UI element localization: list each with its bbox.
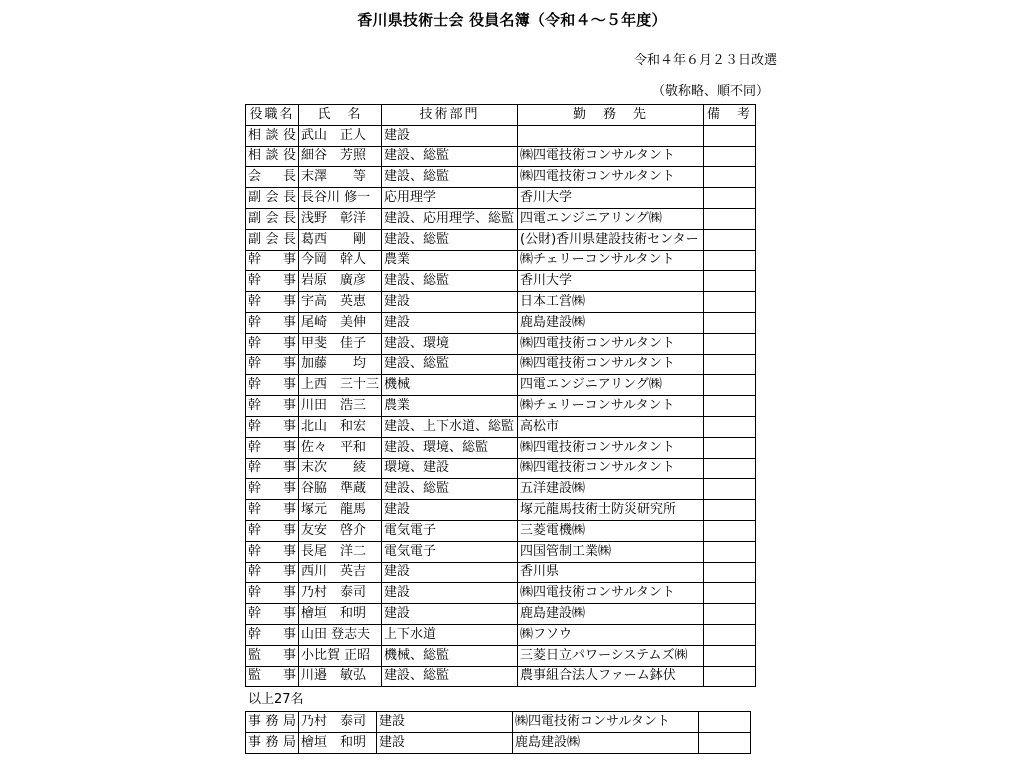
name-cell: 北山 和宏: [299, 416, 382, 437]
table-row: [246, 666, 756, 687]
remarks-cell: [704, 458, 756, 479]
role-cell: 幹事: [246, 271, 299, 292]
table-row: [246, 188, 756, 209]
table-row: [246, 520, 756, 541]
secretariat-table-body: [246, 712, 751, 754]
name-cell: 葛西 剛: [299, 229, 382, 250]
remarks-cell: [704, 645, 756, 666]
table-row: [246, 375, 756, 396]
table-row: [246, 624, 756, 645]
role-cell: 副会長: [246, 229, 299, 250]
role-cell: 監事: [246, 666, 299, 687]
table-row: [246, 271, 756, 292]
honorifics-note: （敬称略、順不同）: [651, 84, 769, 99]
dept-cell: 建設、総監: [382, 479, 518, 500]
name-cell: 小比賀 正昭: [299, 645, 382, 666]
table-row: [246, 333, 756, 354]
workplace-cell: ㈱四電技術コンサルタント: [518, 458, 704, 479]
workplace-cell: 四電エンジニアリング㈱: [518, 375, 704, 396]
dept-cell: 建設、応用理学、総監: [382, 208, 518, 229]
workplace-cell: 鹿島建設㈱: [513, 732, 699, 753]
table-row: [246, 604, 756, 625]
remarks-cell: [704, 271, 756, 292]
dept-cell: 建設、環境、総監: [382, 437, 518, 458]
workplace-cell: 三菱電機㈱: [518, 520, 704, 541]
workplace-cell: 四国管制工業㈱: [518, 541, 704, 562]
workplace-cell: ㈱四電技術コンサルタント: [518, 167, 704, 188]
member-count: 以上27名: [248, 692, 304, 707]
remarks-cell: [704, 229, 756, 250]
role-cell: 幹事: [246, 292, 299, 313]
name-cell: 塚元 龍馬: [299, 500, 382, 521]
role-cell: 幹事: [246, 354, 299, 375]
table-row: [246, 312, 756, 333]
workplace-cell: 三菱日立パワーシステムズ㈱: [518, 645, 704, 666]
role-cell: 幹事: [246, 437, 299, 458]
name-cell: 乃村 泰司: [299, 712, 377, 733]
name-cell: 川田 浩三: [299, 396, 382, 417]
dept-cell: 建設、上下水道、総監: [382, 416, 518, 437]
remarks-cell: [704, 208, 756, 229]
name-cell: 武山 正人: [299, 125, 382, 146]
table-row: [246, 208, 756, 229]
role-cell: 幹事: [246, 583, 299, 604]
role-cell: 幹事: [246, 500, 299, 521]
table-row: [246, 229, 756, 250]
workplace-cell: 高松市: [518, 416, 704, 437]
dept-cell: 上下水道: [382, 624, 518, 645]
remarks-cell: [704, 333, 756, 354]
remarks-cell: [704, 354, 756, 375]
name-cell: 長尾 洋二: [299, 541, 382, 562]
role-cell: 幹事: [246, 604, 299, 625]
dept-cell: 建設: [382, 500, 518, 521]
table-header-row: [246, 105, 756, 126]
table-row: [246, 354, 756, 375]
role-cell: 事務局: [246, 732, 299, 753]
workplace-cell: [518, 125, 704, 146]
name-cell: 川邉 敏弘: [299, 666, 382, 687]
dept-cell: 環境、建設: [382, 458, 518, 479]
remarks-cell: [704, 604, 756, 625]
header-name: 氏 名: [299, 105, 382, 126]
remarks-cell: [704, 666, 756, 687]
dept-cell: 建設、総監: [382, 354, 518, 375]
workplace-cell: (公財)香川県建設技術センター: [518, 229, 704, 250]
dept-cell: 農業: [382, 250, 518, 271]
remarks-cell: [704, 375, 756, 396]
workplace-cell: 日本工営㈱: [518, 292, 704, 313]
table-row: [246, 292, 756, 313]
role-cell: 幹事: [246, 458, 299, 479]
officer-table: [245, 104, 756, 687]
role-cell: 幹事: [246, 520, 299, 541]
dept-cell: 電気電子: [382, 541, 518, 562]
remarks-cell: [704, 583, 756, 604]
role-cell: 監事: [246, 645, 299, 666]
role-cell: 幹事: [246, 479, 299, 500]
remarks-cell: [704, 146, 756, 167]
table-row: [246, 437, 756, 458]
table-row: [246, 541, 756, 562]
role-cell: 副会長: [246, 208, 299, 229]
name-cell: 檜垣 和明: [299, 604, 382, 625]
remarks-cell: [704, 312, 756, 333]
name-cell: 上西 三十三: [299, 375, 382, 396]
name-cell: 谷脇 準蔵: [299, 479, 382, 500]
workplace-cell: ㈱四電技術コンサルタント: [513, 712, 699, 733]
table-row: [246, 125, 756, 146]
table-row: [246, 500, 756, 521]
table-row: [246, 645, 756, 666]
workplace-cell: ㈱チェリーコンサルタント: [518, 396, 704, 417]
header-dept: 技術部門: [382, 105, 518, 126]
workplace-cell: 香川県: [518, 562, 704, 583]
workplace-cell: ㈱フソウ: [518, 624, 704, 645]
role-cell: 幹事: [246, 396, 299, 417]
name-cell: 佐々 平和: [299, 437, 382, 458]
page-title: 香川県技術士会 役員名簿（令和４～５年度）: [357, 11, 667, 29]
table-row: [246, 458, 756, 479]
dept-cell: 建設: [382, 562, 518, 583]
role-cell: 幹事: [246, 541, 299, 562]
workplace-cell: ㈱四電技術コンサルタント: [518, 354, 704, 375]
name-cell: 今岡 幹人: [299, 250, 382, 271]
dept-cell: 建設: [382, 125, 518, 146]
role-cell: 幹事: [246, 562, 299, 583]
remarks-cell: [704, 479, 756, 500]
name-cell: 友安 啓介: [299, 520, 382, 541]
dept-cell: 建設: [382, 583, 518, 604]
name-cell: 末次 綾: [299, 458, 382, 479]
name-cell: 宇高 英恵: [299, 292, 382, 313]
name-cell: 山田 登志夫: [299, 624, 382, 645]
workplace-cell: 鹿島建設㈱: [518, 604, 704, 625]
name-cell: 岩原 廣彦: [299, 271, 382, 292]
revision-date: 令和４年６月２３日改選: [633, 53, 777, 68]
remarks-cell: [704, 250, 756, 271]
role-cell: 幹事: [246, 416, 299, 437]
remarks-cell: [704, 292, 756, 313]
table-row: [246, 562, 756, 583]
table-row: [246, 396, 756, 417]
role-cell: 相談役: [246, 146, 299, 167]
name-cell: 乃村 泰司: [299, 583, 382, 604]
name-cell: 甲斐 佳子: [299, 333, 382, 354]
table-row: [246, 732, 751, 753]
header-remarks: 備 考: [704, 105, 756, 126]
table-row: [246, 250, 756, 271]
role-cell: 相談役: [246, 125, 299, 146]
workplace-cell: 塚元龍馬技術士防災研究所: [518, 500, 704, 521]
table-row: [246, 146, 756, 167]
name-cell: 長谷川 修一: [299, 188, 382, 209]
role-cell: 幹事: [246, 333, 299, 354]
remarks-cell: [699, 712, 751, 733]
remarks-cell: [704, 624, 756, 645]
dept-cell: 建設: [377, 712, 513, 733]
name-cell: 尾崎 美伸: [299, 312, 382, 333]
remarks-cell: [704, 416, 756, 437]
remarks-cell: [699, 732, 751, 753]
table-row: [246, 712, 751, 733]
workplace-cell: ㈱四電技術コンサルタント: [518, 333, 704, 354]
name-cell: 檜垣 和明: [299, 732, 377, 753]
remarks-cell: [704, 437, 756, 458]
remarks-cell: [704, 188, 756, 209]
workplace-cell: 鹿島建設㈱: [518, 312, 704, 333]
workplace-cell: 五洋建設㈱: [518, 479, 704, 500]
name-cell: 末澤 等: [299, 167, 382, 188]
workplace-cell: 四電エンジニアリング㈱: [518, 208, 704, 229]
workplace-cell: ㈱四電技術コンサルタント: [518, 146, 704, 167]
table-row: [246, 416, 756, 437]
workplace-cell: ㈱チェリーコンサルタント: [518, 250, 704, 271]
secretariat-table: [245, 711, 751, 754]
role-cell: 事務局: [246, 712, 299, 733]
name-cell: 浅野 彰洋: [299, 208, 382, 229]
dept-cell: 建設、総監: [382, 229, 518, 250]
role-cell: 会長: [246, 167, 299, 188]
dept-cell: 機械: [382, 375, 518, 396]
name-cell: 細谷 芳照: [299, 146, 382, 167]
workplace-cell: 農事組合法人ファーム鉢伏: [518, 666, 704, 687]
remarks-cell: [704, 562, 756, 583]
table-row: [246, 583, 756, 604]
remarks-cell: [704, 500, 756, 521]
table-row: [246, 479, 756, 500]
officer-table-body: [246, 125, 756, 687]
dept-cell: 応用理学: [382, 188, 518, 209]
dept-cell: 農業: [382, 396, 518, 417]
workplace-cell: 香川大学: [518, 188, 704, 209]
remarks-cell: [704, 520, 756, 541]
header-workplace: 勤 務 先: [518, 105, 704, 126]
remarks-cell: [704, 167, 756, 188]
role-cell: 幹事: [246, 312, 299, 333]
dept-cell: 建設、総監: [382, 167, 518, 188]
dept-cell: 建設、総監: [382, 666, 518, 687]
remarks-cell: [704, 396, 756, 417]
name-cell: 西川 英吉: [299, 562, 382, 583]
workplace-cell: ㈱四電技術コンサルタント: [518, 583, 704, 604]
workplace-cell: ㈱四電技術コンサルタント: [518, 437, 704, 458]
dept-cell: 建設: [382, 312, 518, 333]
role-cell: 幹事: [246, 250, 299, 271]
role-cell: 副会長: [246, 188, 299, 209]
dept-cell: 建設、環境: [382, 333, 518, 354]
remarks-cell: [704, 541, 756, 562]
dept-cell: 建設、総監: [382, 271, 518, 292]
dept-cell: 建設: [382, 292, 518, 313]
table-row: [246, 167, 756, 188]
header-role: 役職名: [246, 105, 299, 126]
dept-cell: 機械、総監: [382, 645, 518, 666]
dept-cell: 建設: [382, 604, 518, 625]
role-cell: 幹事: [246, 624, 299, 645]
dept-cell: 電気電子: [382, 520, 518, 541]
workplace-cell: 香川大学: [518, 271, 704, 292]
name-cell: 加藤 均: [299, 354, 382, 375]
remarks-cell: [704, 125, 756, 146]
dept-cell: 建設: [377, 732, 513, 753]
dept-cell: 建設、総監: [382, 146, 518, 167]
role-cell: 幹事: [246, 375, 299, 396]
